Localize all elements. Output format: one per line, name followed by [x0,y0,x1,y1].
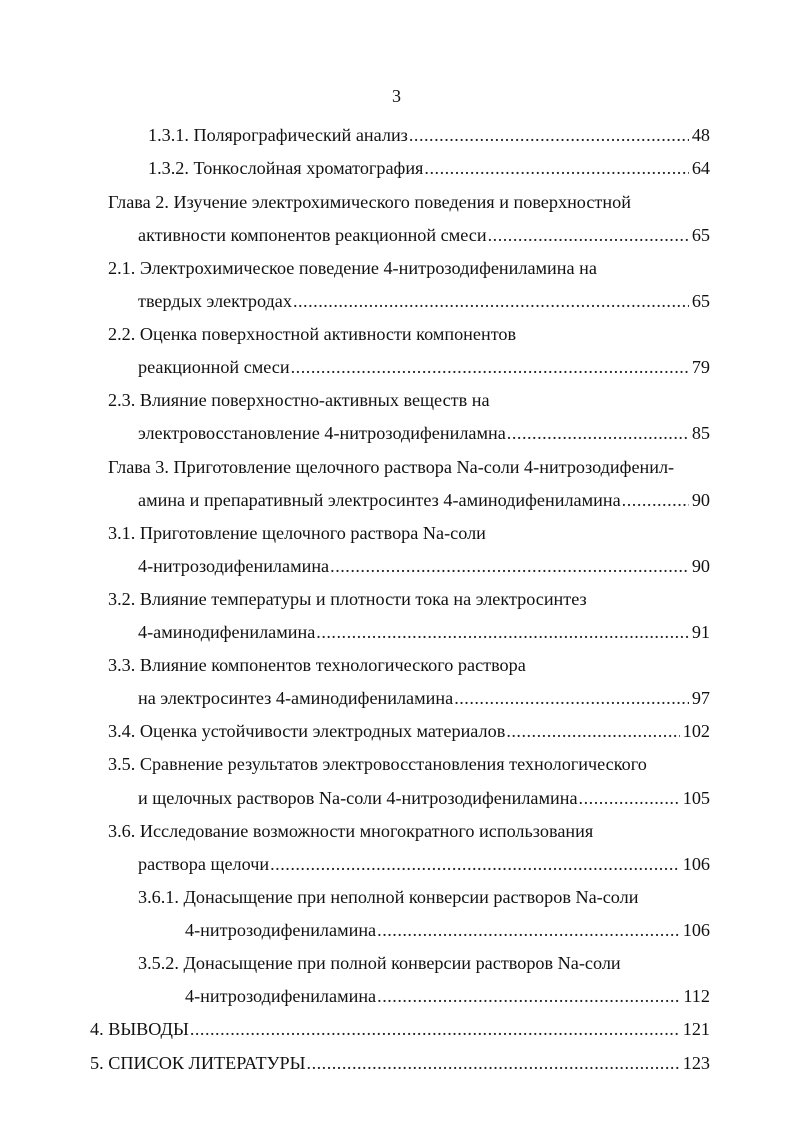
toc-entry-page: 65 [691,291,710,311]
toc-leader-dots [424,155,688,181]
toc-entry [185,917,710,943]
toc-entry-title: твердых электродах [138,291,292,311]
toc-entry-title: 3.5.2. Донасыщение при полной конверсии растворов Na-соли [138,953,621,973]
toc-entry-title: 2.1. Электрохимическое поведение 4-нитрозодифениламина на [108,258,597,278]
toc-entry-page: 90 [691,490,710,510]
toc-entry-heading [108,751,647,777]
toc-entry-title: и щелочных растворов Na-соли 4-нитрозодифениламина [138,788,578,808]
toc-entry-title: 3.1. Приготовление щелочного раствора Na-соли [108,523,486,543]
toc-entry [185,983,710,1009]
toc-leader-dots [293,288,689,314]
toc-entry-heading [108,818,593,844]
toc-leader-dots [190,1016,680,1042]
toc-leader-dots [507,420,689,446]
toc-entry-title: реакционной смеси [138,357,290,377]
toc-leader-dots [307,1050,680,1076]
toc-entry-title: 1.3.1. Полярографический анализ [148,125,408,145]
toc-entry-title: 5. СПИСОК ЛИТЕРАТУРЫ [90,1053,306,1073]
toc-entry-title: 4-нитрозодифениламина [185,920,377,940]
toc-entry-title: 4-аминодифениламина [138,622,316,642]
toc-entry [138,619,710,645]
toc-entry [90,1016,710,1042]
toc-entry-page: 64 [691,158,710,178]
toc-entry-title: 3.2. Влияние температуры и плотности тока на электросинтез [108,589,587,609]
toc-entry [138,685,710,711]
toc-entry-heading [108,387,490,413]
toc-entry-title: 2.3. Влияние поверхностно-активных веществ на [108,390,490,410]
toc-leader-dots [454,685,689,711]
toc-entry [138,487,710,513]
toc-leader-dots [409,122,689,148]
toc-entry-title: на электросинтез 4-аминодифениламина [138,688,454,708]
toc-entry-title: 4-нитрозодифениламина [138,556,330,576]
toc-entry-page: 102 [682,721,710,741]
toc-entry-title: раствора щелочи [138,854,270,874]
toc-entry-title: 1.3.2. Тонкослойная хроматография [148,158,424,178]
toc-entry [138,785,710,811]
toc-entry-page: 106 [682,920,710,940]
toc-entry-title: 4-нитрозодифениламина [185,986,377,1006]
toc-entry [138,354,710,380]
toc-leader-dots [488,222,689,248]
toc-entry-title: 4. ВЫВОДЫ [90,1019,189,1039]
toc-entry-page: 79 [691,357,710,377]
toc-entry-heading [108,321,516,347]
page-number: 3 [392,86,401,106]
toc-entry-page: 105 [682,788,710,808]
toc-entry-heading [108,586,587,612]
toc-entry-title: 3.5. Сравнение результатов электровосстановления технологического [108,754,647,774]
toc-entry-heading [108,189,631,215]
toc-leader-dots [579,785,680,811]
toc-entry-page: 91 [691,622,710,642]
toc-entry-title: 3.3. Влияние компонентов технологического раствора [108,655,526,675]
toc-entry-page: 123 [682,1053,710,1073]
toc-leader-dots [316,619,689,645]
toc-entry-title: 2.2. Оценка поверхностной активности компонентов [108,324,517,344]
toc-entry-page: 85 [691,423,710,443]
toc-entry-page: 65 [691,225,710,245]
toc-entry-title: 3.6. Исследование возможности многократного использования [108,821,594,841]
toc-entry-heading [108,255,597,281]
toc-entry-title: электровосстановление 4-нитрозодифениламна [138,423,506,443]
toc-entry [108,718,710,744]
toc-entry-heading [108,520,486,546]
toc-entry-heading [138,884,638,910]
toc-leader-dots [377,983,680,1009]
toc-entry-page: 97 [691,688,710,708]
toc-entry-title: 3.6.1. Донасыщение при неполной конверсии растворов Na-соли [138,887,639,907]
toc-entry [148,122,710,148]
toc-leader-dots [377,917,680,943]
toc-entry [90,1050,710,1076]
toc-entry-title: Глава 2. Изучение электрохимического поведения и поверхностной [108,192,631,212]
toc-leader-dots [270,851,680,877]
toc-entry-page: 112 [683,986,710,1006]
toc-leader-dots [506,718,679,744]
toc-leader-dots [622,487,689,513]
toc-entry-page: 48 [691,125,710,145]
toc-entry-title: Глава 3. Приготовление щелочного раствора Na-соли 4-нитрозодифенил- [108,457,675,477]
toc-leader-dots [291,354,689,380]
toc-entry-page: 106 [682,854,710,874]
toc-entry [138,553,710,579]
toc-entry [138,851,710,877]
toc-entry-heading [138,950,621,976]
toc-entry-title: активности компонентов реакционной смеси [138,225,487,245]
toc-entry-page: 121 [682,1019,710,1039]
toc-entry-page: 90 [691,556,710,576]
toc-entry-heading [108,652,526,678]
toc-entry [148,155,710,181]
toc-entry [138,222,710,248]
toc-entry-title: амина и препаративный электросинтез 4-аминодифениламина [138,490,621,510]
toc-leader-dots [330,553,689,579]
toc-entry [138,288,710,314]
toc-entry [138,420,710,446]
toc-entry-heading [108,454,674,480]
toc-entry-title: 3.4. Оценка устойчивости электродных материалов [108,721,506,741]
